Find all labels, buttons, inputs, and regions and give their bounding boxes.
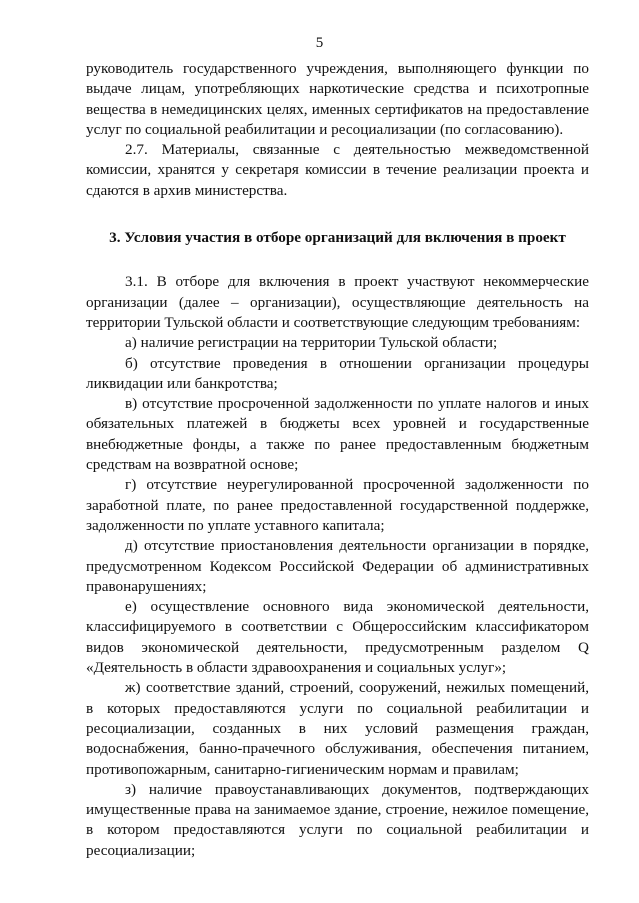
section-heading: 3. Условия участия в отборе организаций для включения в проект bbox=[109, 229, 566, 247]
requirement-a: а) наличие регистрации на территории Тульской области; bbox=[125, 334, 498, 352]
paragraph-2-7: 2.7. Материалы, связанные с деятельностью межведомственной комиссии, хранятся у секретаря комиссии в течение реализации проекта и сдаются в архив министерства. bbox=[86, 141, 589, 199]
requirement-b: б) отсутствие проведения в отношении организации процедуры ликвидации или банкротства; bbox=[86, 354, 589, 392]
document-body bbox=[86, 59, 589, 861]
requirement-e: е) осуществление основного вида экономической деятельности, классифицируемого в соответствии с Общероссийским классификатором видов экономической деятельности, предусмотренным разделом Q «Деятельность в области здравоохранения и социальных услуг»; bbox=[86, 598, 589, 677]
requirement-v: в) отсутствие просроченной задолженности по уплате налогов и иных обязательных платежей в бюджеты всех уровней и государственные внебюджетные фонды, а также по ранее предоставленным бюджетным средствам на возвратной основе; bbox=[86, 395, 589, 474]
paragraph-3-1: 3.1. В отборе для включения в проект участвуют некоммерческие организации (далее – организации), осуществляющие деятельность на территории Тульской области и соответствующие следующим требованиям: bbox=[86, 273, 589, 331]
requirement-z: з) наличие правоустанавливающих документов, подтверждающих имущественные права на занимаемое здание, строение, нежилое помещение, в котором предоставляются услуги по социальной реабилитации и ресоциализации; bbox=[86, 780, 589, 859]
requirement-zh: ж) соответствие зданий, строений, сооружений, нежилых помещений, в которых предоставляются услуги по социальной реабилитации и ресоциализации, созданных в них условий размещения граждан, водоснабжения, банно-прачечного обслуживания, обеспечения питанием, противопожарным, санитарно-гигиеническим нормам и правилам; bbox=[86, 679, 589, 778]
requirement-d: д) отсутствие приостановления деятельности организации в порядке, предусмотренном Кодексом Российской Федерации об административных правонарушениях; bbox=[86, 537, 589, 595]
paragraph-continuation: руководитель государственного учреждения, выполняющего функции по выдаче лицам, употребляющих наркотические средства и психотропные вещества в немедицинских целях, именных сертификатов на предоставление услуг по социальной реабилитации и ресоциализации (по согласованию). bbox=[86, 60, 589, 138]
page-number: 5 bbox=[315, 35, 324, 51]
requirement-g: г) отсутствие неурегулированной просроченной задолженности по заработной плате, по ранее предоставленной государственной поддержке, задолженности по уплате уставного капитала; bbox=[86, 476, 589, 534]
